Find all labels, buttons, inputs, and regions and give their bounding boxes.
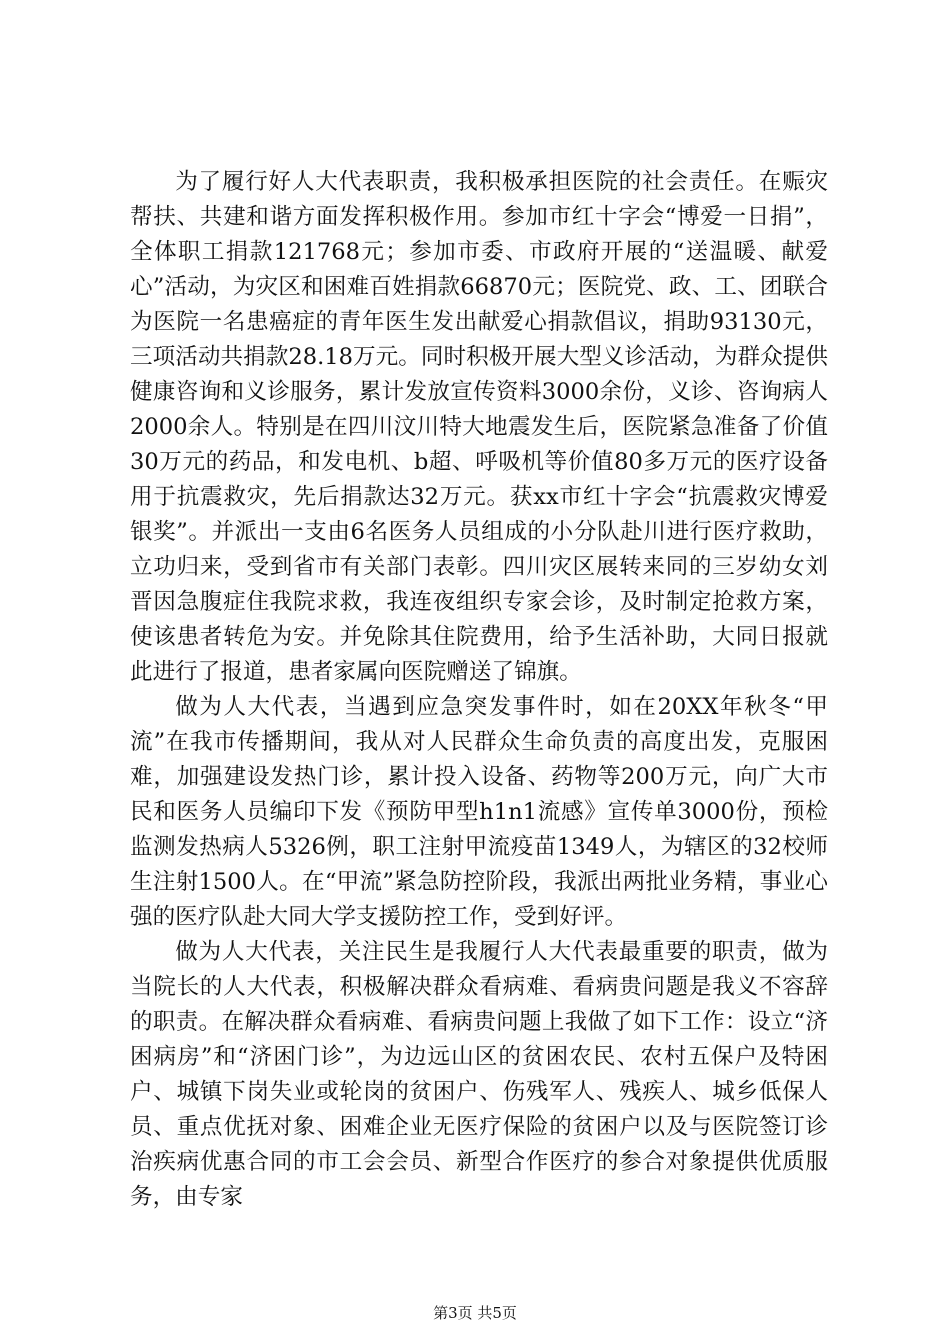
paragraph-3: 做为人大代表，关注民生是我履行人大代表最重要的职责，做为当院长的人大代表，积极解决群众看病难、看病贵问题是我义不容辞的职责。在解决群众看病难、看病贵问题上我做了如下工作：设立“济困病房”和“济困门诊”，为边远山区的贫困农民、农村五保户及特困户、城镇下岗失业或轮岗的贫困户、伤残军人、残疾人、城乡低保人员、重点优抚对象、困难企业无医疗保险的贫困户以及与医院签订诊治疾病优惠合同的市工会会员、新型合作医疗的参合对象提供优质服务，由专家 (130, 939, 828, 1210)
paragraph-2: 做为人大代表，当遇到应急突发事件时，如在20XX年秋冬“甲流”在我市传播期间，我从对人民群众生命负责的高度出发，克服困难，加强建设发热门诊，累计投入设备、药物等200万元，向广大市民和医务人员编印下发《预防甲型h1n1流感》宣传单3000份，预检监测发热病人5326例，职工注射甲流疫苗1349人，为辖区的32校师生注射1500人。在“甲流”紧急防控阶段，我派出两批业务精，事业心强的医疗队赴大同大学支援防控工作，受到好评。 (130, 694, 828, 930)
document-body (130, 165, 828, 1215)
page-footer (0, 1303, 950, 1323)
paragraph-1: 为了履行好人大代表职责，我积极承担医院的社会责任。在赈灾帮扶、共建和谐方面发挥积极作用。参加市红十字会“博爱一日捐”，全体职工捐款121768元；参加市委、市政府开展的“送温暖、献爱心”活动，为灾区和困难百姓捐款66870元；医院党、政、工、团联合为医院一名患癌症的青年医生发出献爱心捐款倡议，捐助93130元，三项活动共捐款28.18万元。同时积极开展大型义诊活动，为群众提供健康咨询和义诊服务，累计发放宣传资料3000余份，义诊、咨询病人2000余人。特别是在四川汶川特大地震发生后，医院紧急准备了价值30万元的药品，和发电机、b超、呼吸机等价值80多万元的医疗设备用于抗震救灾，先后捐款达32万元。获xx市红十字会“抗震救灾博爱银奖”。并派出一支由6名医务人员组成的小分队赴川进行医疗救助，立功归来，受到省市有关部门表彰。四川灾区展转来同的三岁幼女刘晋因急腹症住我院求救，我连夜组织专家会诊，及时制定抢救方案，使该患者转危为安。并免除其住院费用，给予生活补助，大同日报就此进行了报道，患者家属向医院赠送了锦旗。 (130, 169, 828, 685)
page-number: 第3页 共5页 (433, 1304, 517, 1322)
